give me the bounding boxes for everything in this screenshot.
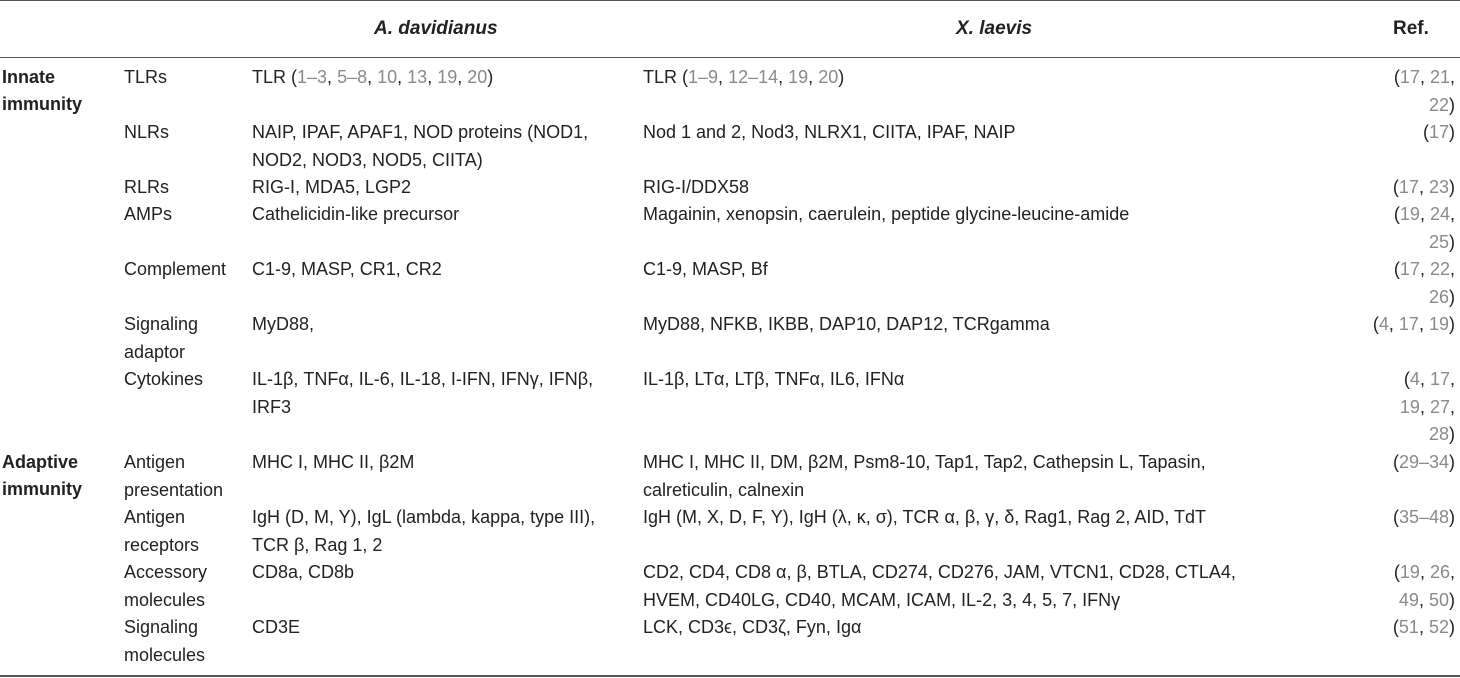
cell-ad-row5-line0: MyD88, [252,314,315,334]
cell-ref-row0-line0: (17, 21, [1393,67,1455,87]
group-adaptive-line2: immunity [2,479,83,499]
top-rule [0,0,1460,1]
cell-ad-row6-line1: IRF3 [252,396,292,417]
cell-cat-row1-line0: NLRs [124,122,170,142]
cell-cat-row10-line1: molecules [124,644,206,665]
cell-ref-row2-line0: (17, 23) [1392,177,1455,197]
cell-ad-row7-line0: MHC I, MHC II, β2M [252,452,415,472]
cell-ad-row1-line1: NOD2, NOD3, NOD5, CIITA) [252,149,483,170]
cell-cat-row5-line0: Signaling [124,314,199,334]
cell-xl-row0-line0: TLR (1–9, 12–14, 19, 20) [643,67,845,87]
cell-cat-row7-line0: Antigen [124,452,186,472]
cell-cat-row9-line1: molecules [124,589,206,610]
cell-cat-row2-line0: RLRs [124,177,170,197]
cell-xl-row1-line0: Nod 1 and 2, Nod3, NLRX1, CIITA, IPAF, NAIP [643,122,1016,142]
cell-cat-row8-line1: receptors [124,534,200,555]
cell-ref-row3-line1: 25) [1428,231,1455,252]
cell-ref-row4-line1: 26) [1428,286,1455,307]
cell-xl-row9-line0: CD2, CD4, CD8 α, β, BTLA, CD274, CD276, JAM, VTCN1, CD28, CTLA4, [643,562,1236,582]
cell-ref-row6-line2: 28) [1428,424,1455,444]
cell-xl-row4-line0: C1-9, MASP, Bf [643,259,768,279]
group-innate-line2: immunity [2,94,83,114]
cell-cat-row7-line1: presentation [124,479,224,500]
cell-ref-row5-line0: (4, 17, 19) [1372,314,1455,334]
header-ref: Ref. [1393,18,1429,39]
cell-cat-row6-line0: Cytokines [124,369,204,389]
cell-ref-row9-line0: (19, 26, [1393,562,1455,582]
cell-xl-row3-line0: Magainin, xenopsin, caerulein, peptide glycine-leucine-amide [643,204,1130,224]
header-rule [0,57,1460,58]
cell-cat-row8-line0: Antigen [124,507,186,527]
cell-ref-row7-line0: (29–34) [1392,452,1455,472]
cell-ref-row8-line0: (35–48) [1392,507,1455,527]
cell-ad-row1-line0: NAIP, IPAF, APAF1, NOD proteins (NOD1, [252,122,589,142]
cell-xl-row10-line0: LCK, CD3ϵ, CD3ζ, Fyn, Igα [643,617,862,637]
cell-cat-row0-line0: TLRs [124,67,168,87]
cell-ad-row8-line1: TCR β, Rag 1, 2 [252,534,383,555]
bottom-rule [0,675,1460,677]
cell-ref-row4-line0: (17, 22, [1393,259,1455,279]
header-a-davidianus: A. davidianus [374,18,498,39]
cell-ad-row2-line0: RIG-I, MDA5, LGP2 [252,177,412,197]
cell-ref-row9-line1: 49, 50) [1398,589,1455,610]
cell-cat-row9-line0: Accessory [124,562,208,582]
cell-ref-row0-line1: 22) [1428,94,1455,115]
cell-ref-row3-line0: (19, 24, [1393,204,1455,224]
cell-xl-row6-line0: IL-1β, LTα, LTβ, TNFα, IL6, IFNα [643,369,905,389]
cell-ad-row3-line0: Cathelicidin-like precursor [252,204,460,224]
cell-xl-row2-line0: RIG-I/DDX58 [643,177,750,197]
cell-ref-row10-line0: (51, 52) [1392,617,1455,637]
cell-ad-row6-line0: IL-1β, TNFα, IL-6, IL-18, I-IFN, IFNγ, IFNβ, [252,369,594,389]
cell-ref-row6-line1: 19, 27, [1399,396,1455,417]
cell-cat-row10-line0: Signaling [124,617,199,637]
cell-cat-row5-line1: adaptor [124,341,186,362]
cell-xl-row5-line0: MyD88, NFKB, IKBB, DAP10, DAP12, TCRgamma [643,314,1050,334]
cell-xl-row7-line1: calreticulin, calnexin [643,479,805,500]
header-x-laevis: X. laevis [956,18,1033,39]
cell-cat-row4-line0: Complement [124,259,227,279]
cell-xl-row8-line0: IgH (M, X, D, F, Y), IgH (λ, κ, σ), TCR α, β, γ, δ, Rag1, Rag 2, AID, TdT [643,507,1207,527]
cell-ref-row6-line0: (4, 17, [1403,369,1455,389]
cell-ad-row9-line0: CD8a, CD8b [252,562,355,582]
group-innate-line1: Innate [2,67,56,87]
group-adaptive-line1: Adaptive [2,452,79,472]
cell-ad-row0-line0: TLR (1–3, 5–8, 10, 13, 19, 20) [252,67,494,87]
cell-xl-row7-line0: MHC I, MHC II, DM, β2M, Psm8-10, Tap1, Tap2, Cathepsin L, Tapasin, [643,452,1206,472]
cell-xl-row9-line1: HVEM, CD40LG, CD40, MCAM, ICAM, IL-2, 3, 4, 5, 7, IFNγ [643,589,1121,610]
cell-ad-row4-line0: C1-9, MASP, CR1, CR2 [252,259,442,279]
cell-cat-row3-line0: AMPs [124,204,173,224]
cell-ad-row10-line0: CD3E [252,617,301,637]
cell-ref-row1-line0: (17) [1422,122,1455,142]
cell-ad-row8-line0: IgH (D, M, Y), IgL (lambda, kappa, type III), [252,507,596,527]
